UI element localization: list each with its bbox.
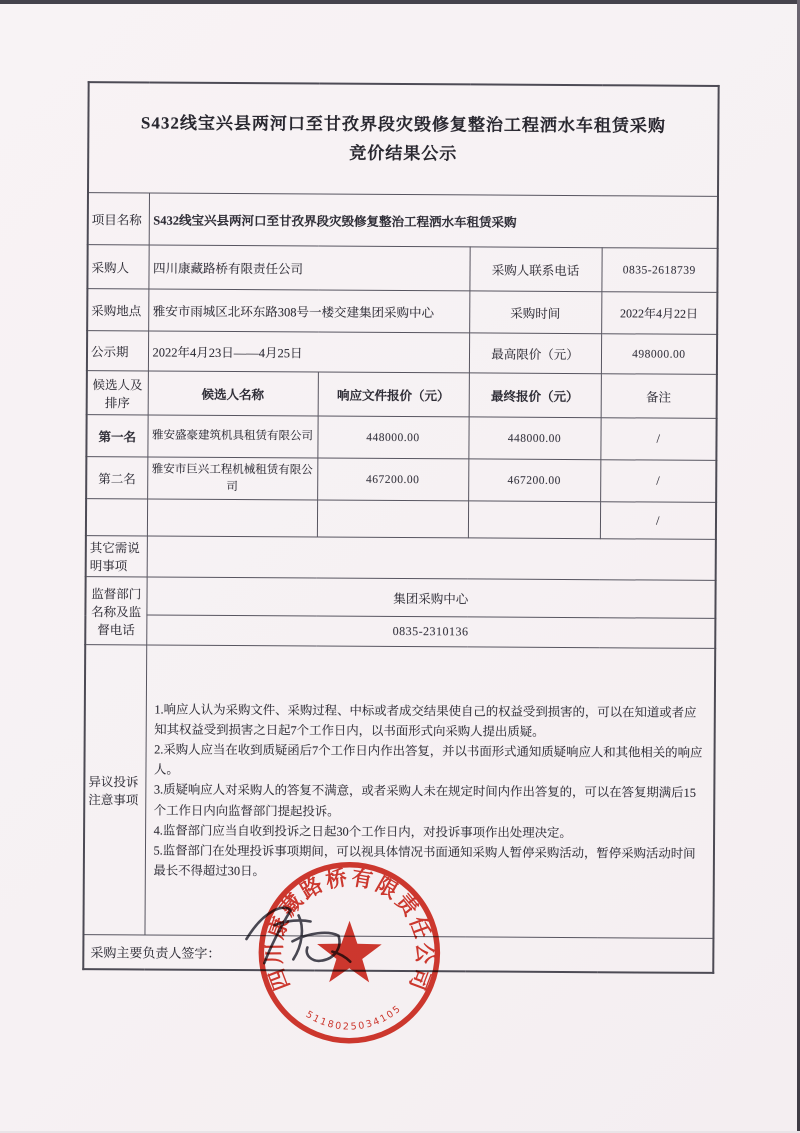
value-supervision-phone: 0835-2310136 <box>146 615 715 648</box>
header-doc-price: 响应文件报价（元） <box>318 372 469 417</box>
value-publicity-period: 2022年4月23日——4月25日 <box>148 331 469 373</box>
candidate-row <box>86 415 716 461</box>
label-project-name: 项目名称 <box>88 193 149 245</box>
seal-company-text: 四川康藏路桥有限责任公司 <box>262 865 437 994</box>
objection-item-3: 3.质疑响应人对采购人的答复不满意，或者采购人未在规定时间内作出答复的，可以在答复期满后15个工作日内向监督部门提起投诉。 <box>153 782 696 819</box>
announcement-table <box>82 81 719 973</box>
candidate-row <box>86 457 716 503</box>
value-max-price: 498000.00 <box>601 334 717 375</box>
candidate-final-price <box>468 501 600 539</box>
label-publicity-period: 公示期 <box>87 331 148 371</box>
candidate-rank: 第一名 <box>86 415 147 457</box>
value-other-matters <box>147 536 716 580</box>
label-other-matters: 其它需说明事项 <box>86 536 147 577</box>
value-purchase-time: 2022年4月22日 <box>601 292 717 335</box>
scan-edge-top <box>0 0 800 4</box>
label-purchaser-phone: 采购人联系电话 <box>469 247 601 292</box>
candidate-name <box>147 499 317 537</box>
company-seal-stamp <box>249 852 450 1053</box>
label-signature: 采购主要负责人签字： <box>90 944 221 961</box>
candidate-remark: / <box>600 418 716 461</box>
candidate-doc-price: 448000.00 <box>317 416 468 459</box>
label-location: 采购地点 <box>87 289 148 331</box>
document-title-cell <box>88 82 719 196</box>
candidate-rank <box>86 499 147 536</box>
candidate-remark: / <box>600 502 716 540</box>
value-purchaser-phone: 0835-2618739 <box>601 248 717 293</box>
value-purchaser: 四川康藏路桥有限责任公司 <box>148 245 469 291</box>
label-objection-notes: 异议投诉注意事项 <box>83 645 146 935</box>
objection-item-4: 4.监督部门应当自收到投诉之日起30个工作日内，对投诉事项作出处理决定。 <box>153 823 572 840</box>
objection-item-1: 1.响应人认为采购文件、采购过程、中标或者成交结果使自己的权益受到损害的，可以在知道或者应知其权益受到损害之日起7个工作日内，以书面形式向采购人提出质疑。 <box>154 702 697 740</box>
candidate-doc-price: 467200.00 <box>317 458 468 501</box>
candidate-final-price: 467200.00 <box>468 459 600 502</box>
candidate-row <box>86 499 716 540</box>
candidate-doc-price <box>317 500 468 538</box>
value-supervision-dept: 集团采购中心 <box>146 577 715 618</box>
candidate-name: 雅安盛豪建筑机具租赁有限公司 <box>147 415 317 458</box>
candidate-remark: / <box>600 460 716 503</box>
header-candidate-rank: 候选人及排序 <box>87 371 148 415</box>
label-purchase-time: 采购时间 <box>469 291 601 334</box>
value-project-name: S432线宝兴县两河口至甘孜界段灾毁修复整治工程洒水车租赁采购 <box>149 193 718 248</box>
seal-number-text: 5118025034105 <box>303 1002 405 1033</box>
label-supervision-dept: 监督部门名称及监督电话 <box>85 577 146 645</box>
header-candidate-name: 候选人名称 <box>148 371 318 416</box>
header-remark: 备注 <box>601 374 717 419</box>
label-max-price: 最高限价（元） <box>469 333 601 374</box>
objection-item-5: 5.监督部门在处理投诉事项期间，可以视具体情况书面通知采购人暂停采购活动，暂停采购活动时间最长不得超过30日。 <box>153 843 696 879</box>
document-title-line2: 竞价结果公示 <box>349 143 458 163</box>
candidate-rank: 第二名 <box>86 457 147 499</box>
seal-star-icon <box>317 921 382 983</box>
label-purchaser: 采购人 <box>87 245 148 289</box>
document-title-line1: S432线宝兴县两河口至甘孜界段灾毁修复整治工程洒水车租赁采购 <box>140 113 666 137</box>
objection-item-2: 2.采购人应当在收到质疑函后7个工作日内作出答复，并以书面形式通知质疑响应人和其他相关的响应人。 <box>153 742 703 778</box>
candidate-final-price: 448000.00 <box>468 417 600 460</box>
header-final-price: 最终报价（元） <box>469 373 601 418</box>
value-location: 雅安市雨城区北环东路308号一楼交建集团采购中心 <box>148 289 469 333</box>
candidate-name: 雅安市巨兴工程机械租赁有限公司 <box>147 457 317 500</box>
